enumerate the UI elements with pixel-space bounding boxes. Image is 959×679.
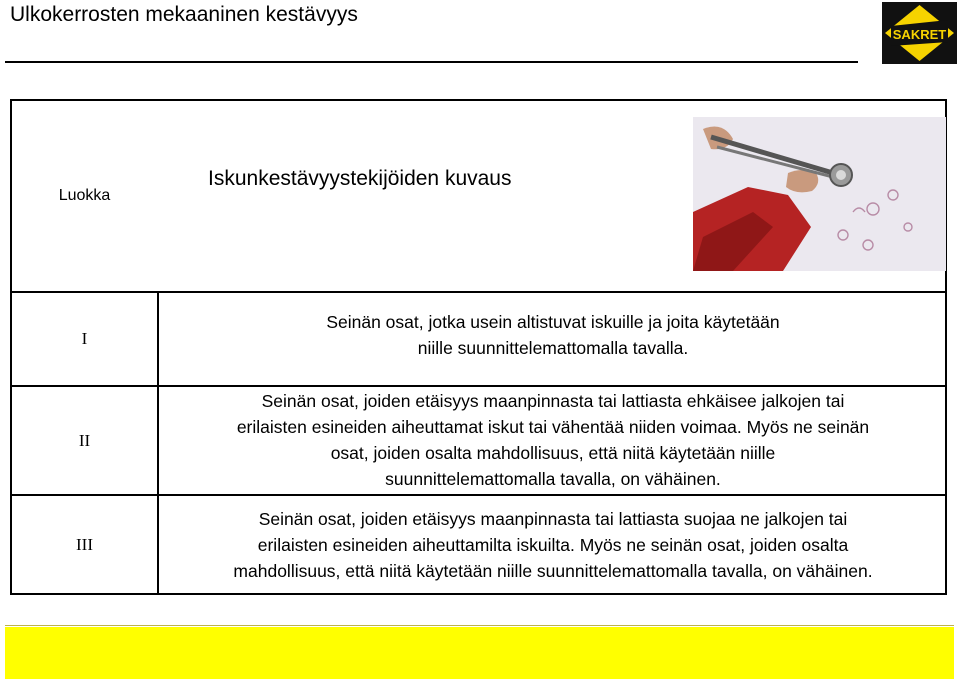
description-cell	[159, 496, 947, 593]
description-line: mahdollisuus, että niitä käytetään niille suunnittelemattomalla tavalla, on vähäinen.	[233, 560, 873, 581]
description-line: erilaisten esineiden aiheuttamat iskut tai vähentää niiden voimaa. Myös ne seinän	[236, 416, 870, 437]
impact-test-photo	[693, 117, 946, 271]
description-line: Seinän osat, joiden etäisyys maanpinnasta tai lattiasta suojaa ne jalkojen tai	[258, 508, 848, 529]
title-underline	[5, 61, 858, 63]
header-class-label: Luokka	[58, 187, 111, 204]
description-line: Seinän osat, joiden etäisyys maanpinnasta tai lattiasta ehkäisee jalkojen tai	[261, 390, 845, 411]
header-description-label: Iskunkestävyystekijöiden kuvaus	[208, 167, 512, 190]
description-line: osat, joiden osalta mahdollisuus, että niitä käytetään niille	[330, 442, 776, 463]
description-line: erilaisten esineiden aiheuttamilta iskuilta. Myös ne seinän osat, joiden osalta	[257, 534, 849, 555]
description-line: Seinän osat, jotka usein altistuvat iskuille ja joita käytetään	[326, 312, 780, 332]
logo-wordmark: SAKRET	[892, 27, 947, 42]
sakret-logo	[882, 2, 957, 64]
description-cell	[159, 385, 947, 494]
footer-yellow-band	[5, 627, 954, 679]
footer-rule	[5, 625, 954, 626]
page-title: Ulkokerrosten mekaaninen kestävyys	[10, 3, 358, 26]
class-cell: III	[76, 534, 93, 554]
class-cell: II	[78, 430, 91, 450]
description-line: niille suunnittelemattomalla tavalla.	[417, 338, 689, 358]
description-cell	[159, 305, 947, 365]
description-line: suunnittelemattomalla tavalla, on vähäinen.	[385, 468, 721, 489]
class-cell: I	[81, 329, 88, 348]
